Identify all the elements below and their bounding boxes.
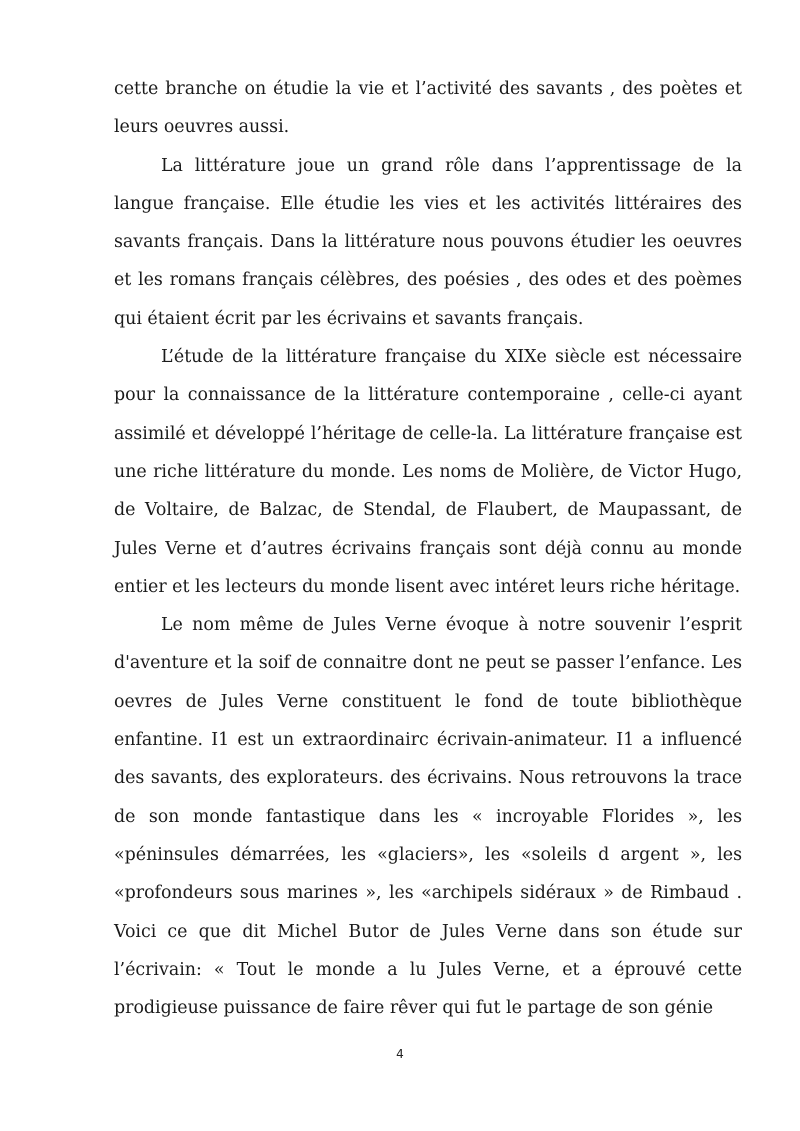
page-number: 4 (396, 1047, 404, 1061)
paragraph-nineteenth-century: L’étude de la littérature française du XIXe siècle est nécessaire pour la connaissance de la littérature contemporaine , celle-ci ayant assimilé et développé l’héritage de celle-la. La littérature française est une riche littérature du monde. Les noms de Molière, de Victor Hugo, de Voltaire, de Balzac, de Stendal, de Flaubert, de Maupassant, de Jules Verne et d’autres écrivains français sont déjà connu au monde entier et les lecteurs du monde lisent avec intéret leurs riche héritage. (114, 347, 742, 597)
paragraph-literature-role: La littérature joue un grand rôle dans l’apprentissage de la langue française. Elle étudie les vies et les activités littéraires des savants français. Dans la littérature nous pouvons étudier les oeuvres et les romans français célèbres, des poésies , des odes et des poèmes qui étaient écrit par les écrivains et savants français. (114, 155, 742, 329)
body-text (114, 70, 742, 1027)
paragraph-jules-verne: Le nom même de Jules Verne évoque à notre souvenir l’esprit d'aventure et la soif de connaitre dont ne peut se passer l’enfance. Les oevres de Jules Verne constituent le fond de toute bibliothèque enfantine. I1 est un extraordinairc écrivain-animateur. I1 a influencé des savants, des explorateurs. des écrivains. Nous retrouvons la trace de son monde fantastique dans les « incroyable Florides », les «péninsules démarrées, les «glaciers», les «soleils d argent », les «profondeurs sous marines », les «archipels sidéraux » de Rimbaud . Voici ce que dit Michel Butor de Jules Verne dans son étude sur l’écrivain: « Tout le monde a lu Jules Verne, et a éprouvé cette prodigieuse puissance de faire rêver qui fut le partage de son génie (114, 615, 742, 1019)
paragraph-continuation: cette branche on étudie la vie et l’activité des savants , des poètes et leurs oeuvres aussi. (114, 79, 742, 138)
